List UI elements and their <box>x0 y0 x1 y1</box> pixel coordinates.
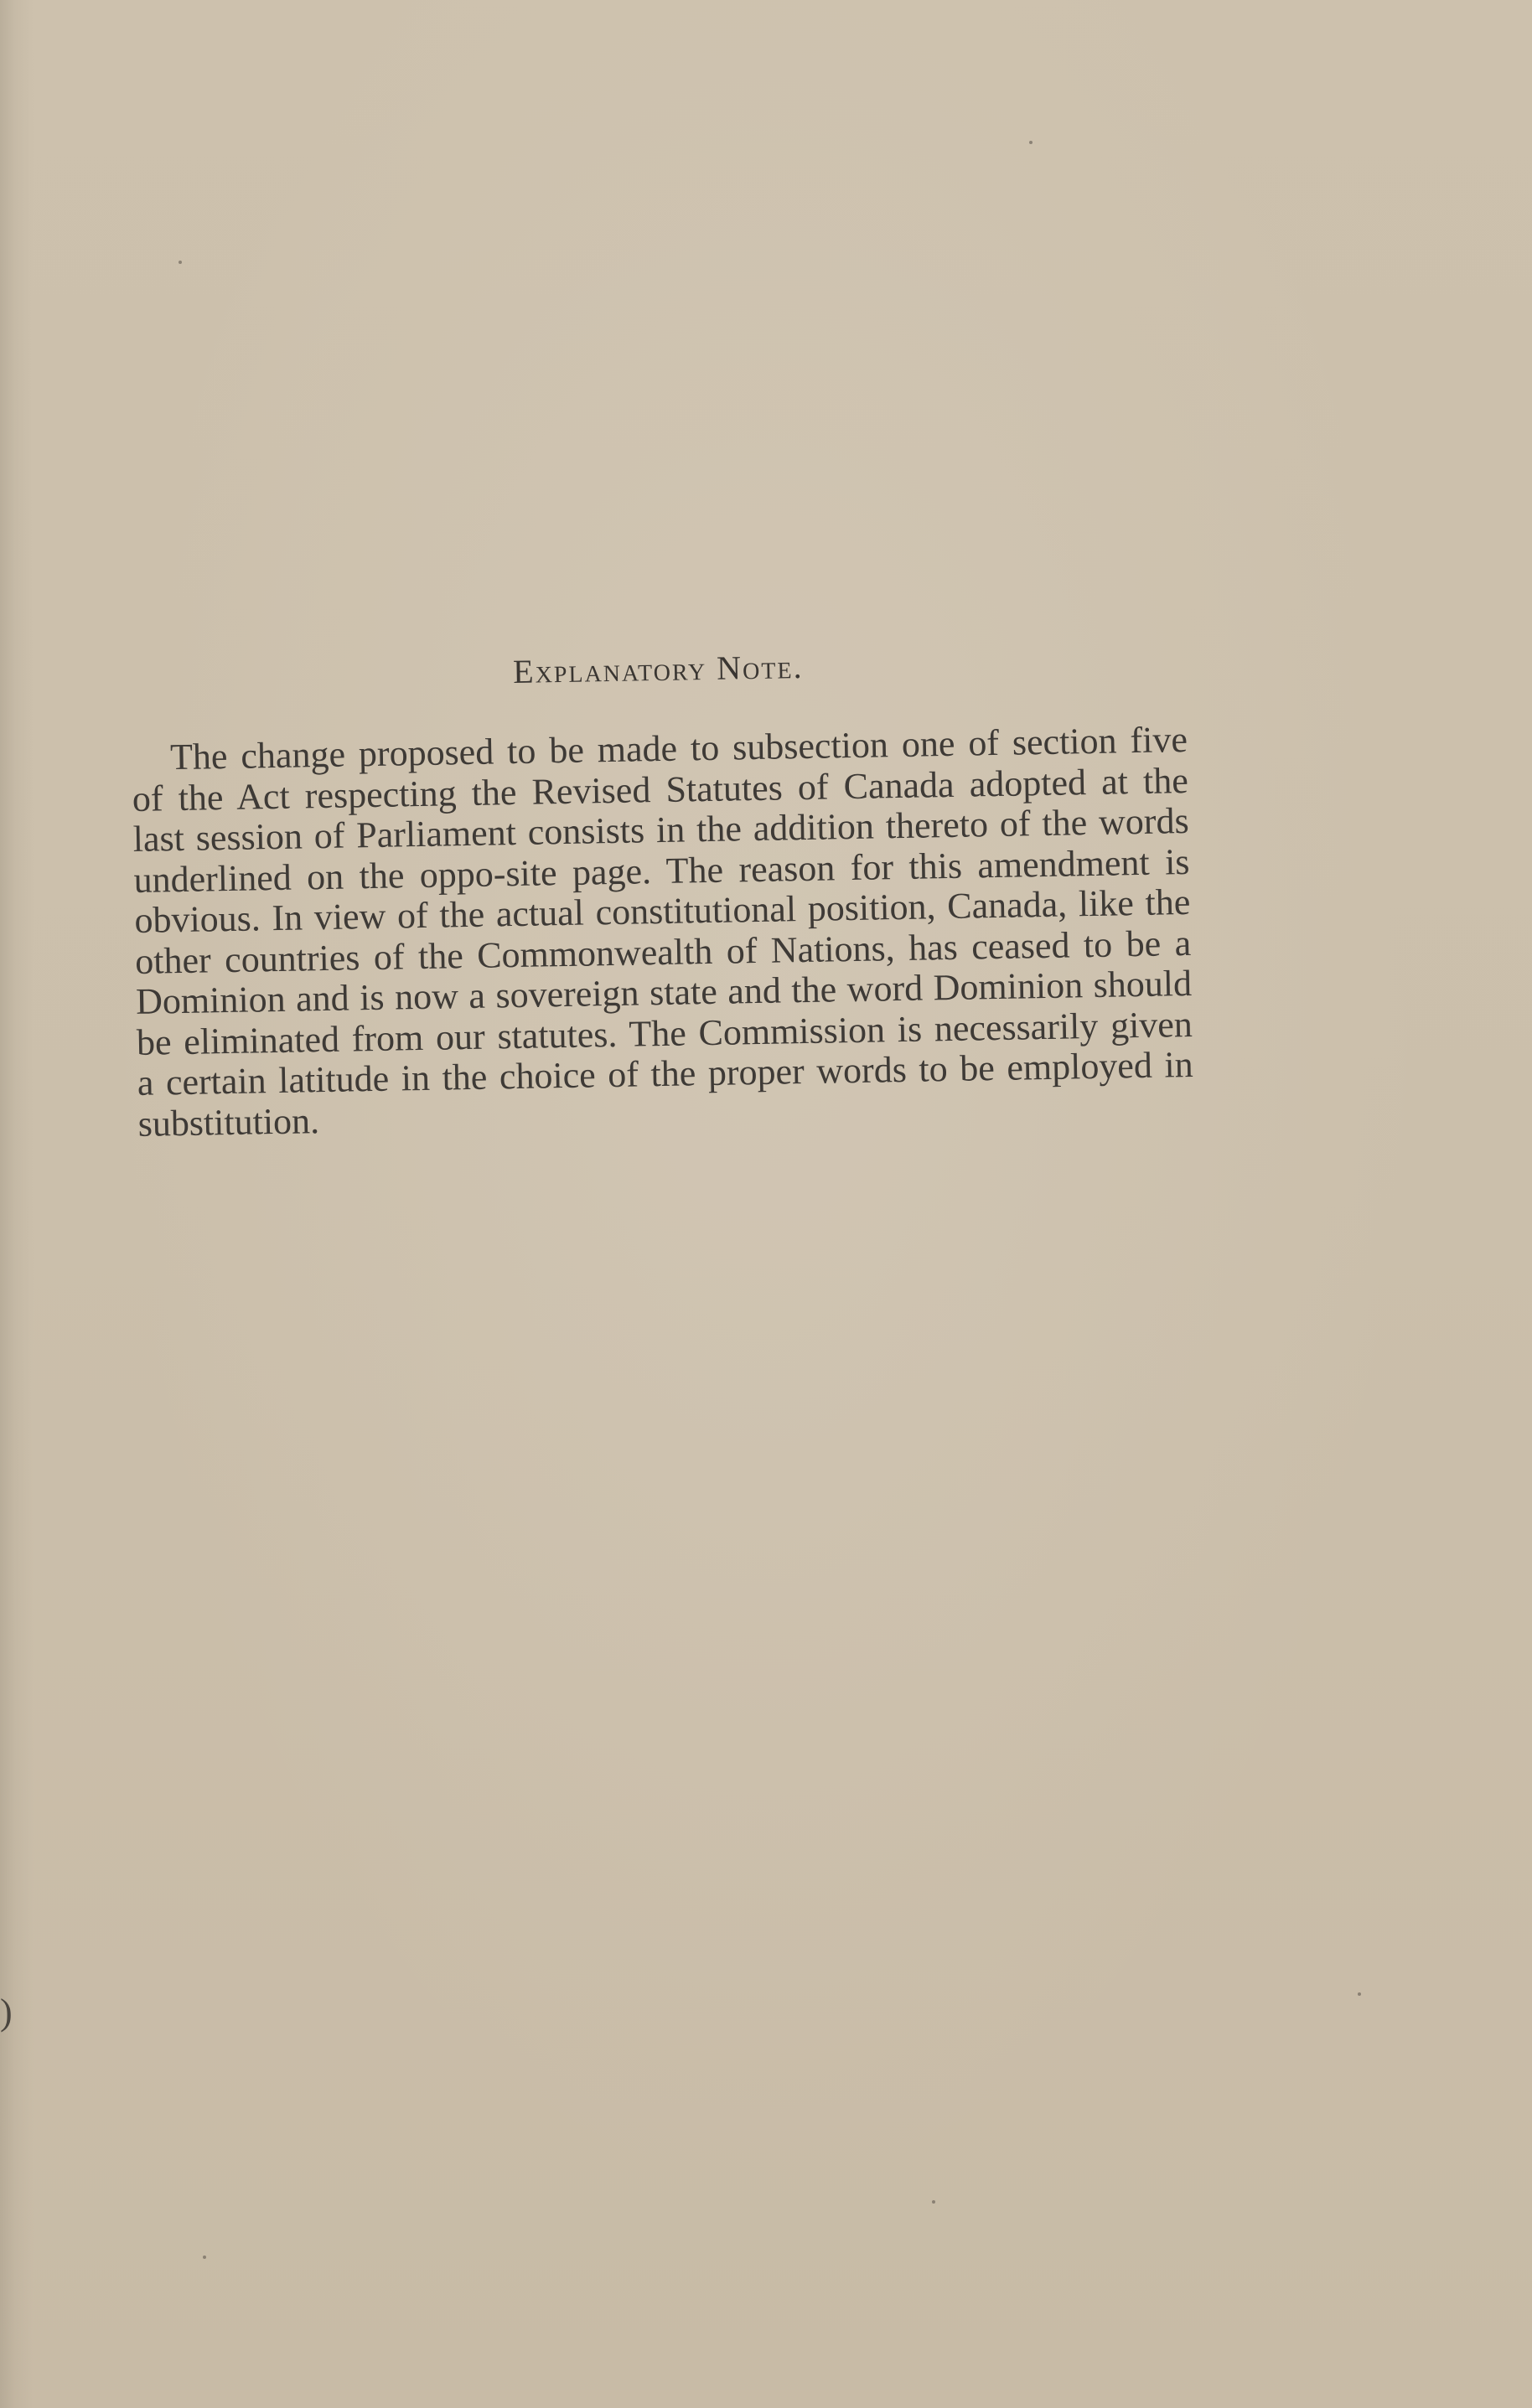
page-title: Explanatory Note. <box>512 647 804 691</box>
explanatory-note <box>130 640 1194 1145</box>
margin-bracket-mark: ) <box>0 1992 13 2033</box>
paper-speck <box>179 261 182 264</box>
paper-speck <box>203 2256 206 2259</box>
paper-speck <box>1358 1992 1361 1996</box>
note-paragraph: The change proposed to be made to subsection one of section five of the Act respecting the Revised Statutes of Canada adopted at the last session of Parliament consists in the addition thereto of the words underlined on the oppo-site page. The reason for this amendment is obvious. In view of the actual constitutional position, Canada, like the other countries of the Commonwealth of Nations, has ceased to be a Dominion and is now a sovereign state and the word Dominion should be eliminated from our statutes. The Commission is necessarily given a certain latitude in the choice of the proper words to be employed in substitution. <box>132 718 1194 1145</box>
paper-speck <box>932 2200 935 2204</box>
paper-speck <box>1029 141 1033 144</box>
